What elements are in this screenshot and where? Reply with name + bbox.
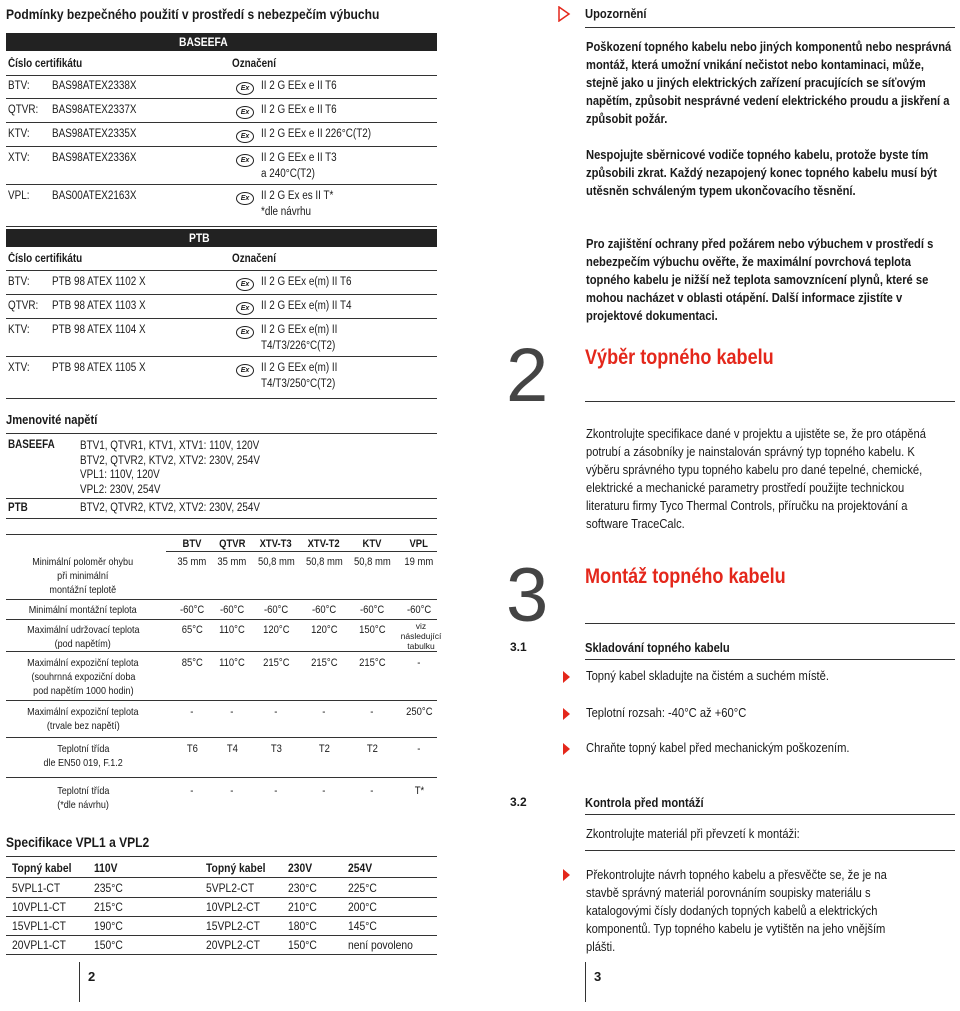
table-cell: 225°C <box>348 881 377 895</box>
column-header: BTV <box>182 538 202 550</box>
table-cell: 110°C <box>219 624 245 636</box>
table-cell: - <box>230 785 234 797</box>
cert-marking: II 2 G EEx e(m) II T6 <box>261 276 352 288</box>
divider <box>6 318 437 319</box>
cert-number: PTB 98 ATEX 1102 X <box>52 276 146 288</box>
ex-icon: Ex <box>236 82 254 95</box>
cert-marking: II 2 G Ex es II T* <box>261 190 334 202</box>
ex-icon: Ex <box>236 302 254 315</box>
divider <box>6 897 437 898</box>
table-cell: 150°C <box>94 938 123 952</box>
table-cell: 120°C <box>262 624 290 636</box>
row-label: (trvale bez napětí) <box>46 720 120 732</box>
divider <box>6 356 437 357</box>
divider <box>6 184 437 185</box>
table-cell: 215°C <box>310 657 338 669</box>
divider <box>6 700 437 701</box>
bullet-item: Chraňte topný kabel před mechanickým poškozením. <box>586 740 850 755</box>
table-cell: 215°C <box>262 657 290 669</box>
row-label: dle EN50 019, F.1.2 <box>43 757 123 769</box>
subsection-3-2-bullet: Překontrolujte návrh topného kabelu a přesvěčte se, že je na stavbě správný materiál porovnáním soupisky materiálu s katalogovými čísly dodaných topných kabelů a elektrických komponentů. Typ topného kabelu je vytištěn na jeho vnějším plášti. <box>586 867 887 954</box>
table-cell: - <box>322 706 326 718</box>
table-cell: 235°C <box>94 881 123 895</box>
divider <box>6 122 437 123</box>
cert-number: PTB 98 ATEX 1105 X <box>52 362 146 374</box>
row-label: (*dle návrhu) <box>57 799 109 811</box>
row-label: (souhrnná expoziční doba <box>31 671 135 683</box>
bullet-item: Teplotní rozsah: -40°C až +60°C <box>586 705 747 720</box>
table-cell: -60°C <box>263 604 289 616</box>
row-label: Teplotní třída <box>56 785 110 797</box>
table-cell: 35 mm <box>177 556 207 568</box>
table-cell: 215°C <box>94 900 123 914</box>
divider <box>6 599 437 600</box>
page-number-right: 3 <box>594 969 602 984</box>
divider <box>6 270 437 271</box>
page-number-left: 2 <box>88 969 96 984</box>
column-header: KTV <box>362 538 382 550</box>
cert-number: BAS98ATEX2336X <box>52 152 137 164</box>
voltage-title: Jmenovité napětí <box>6 412 98 427</box>
warning-title: Upozornění <box>585 6 647 21</box>
row-label: montážní teplotě <box>49 584 117 596</box>
table-cell: 145°C <box>348 919 377 933</box>
section-title-2: Výběr topného kabelu <box>585 346 774 369</box>
divider <box>6 651 437 652</box>
divider <box>585 659 955 660</box>
cert-number: BAS98ATEX2338X <box>52 80 137 92</box>
subsection-3-2-number: 3.2 <box>510 795 527 809</box>
ex-icon: Ex <box>236 130 254 143</box>
section-title-3: Montáž topného kabelu <box>585 565 786 588</box>
table-cell: T4 <box>226 743 238 755</box>
divider <box>6 916 437 917</box>
divider <box>6 954 437 955</box>
bullet-arrow-icon <box>563 869 570 881</box>
table-cell: 15VPL2-CT <box>206 919 260 933</box>
cert-type: QTVR: <box>8 300 39 312</box>
page-number-rule <box>79 962 80 1002</box>
subsection-3-2-title: Kontrola před montáží <box>585 795 704 810</box>
subsection-3-1-title: Skladování topného kabelu <box>585 640 730 655</box>
table-cell: 5VPL2-CT <box>206 881 255 895</box>
section-number-2: 2 <box>506 333 549 418</box>
cert-type: BTV: <box>8 80 30 92</box>
cert-marking-cont: T4/T3/226°C(T2) <box>261 340 336 352</box>
page-title: Podmínky bezpečného použití v prostředí s nebezpečím výbuchu <box>6 6 380 22</box>
bullet-arrow-icon <box>563 708 570 720</box>
divider <box>166 551 437 552</box>
table-cell: - <box>230 706 234 718</box>
column-header: VPL <box>409 538 429 550</box>
table-cell: 180°C <box>288 919 317 933</box>
table-cell: -60°C <box>179 604 205 616</box>
table-cell: - <box>274 785 278 797</box>
table-cell: 110°C <box>219 657 245 669</box>
table-cell: 85°C <box>181 657 203 669</box>
divider <box>6 877 437 878</box>
cert-marking-cont: *dle návrhu <box>261 206 312 218</box>
cert-marking-cont: T4/T3/250°C(T2) <box>261 378 336 390</box>
subsection-3-1-number: 3.1 <box>510 640 527 654</box>
row-label: Minimální montážní teplota <box>29 604 137 616</box>
voltage-ptb-line: BTV2, QTVR2, KTV2, XTV2: 230V, 254V <box>80 502 260 514</box>
baseefa-bar: BASEEFA <box>6 33 437 51</box>
table-cell: - <box>370 785 374 797</box>
table-cell: - <box>370 706 374 718</box>
table-cell: 150°C <box>288 938 317 952</box>
table-cell: 20VPL1-CT <box>12 938 66 952</box>
cert-number: PTB 98 ATEX 1103 X <box>52 300 146 312</box>
warning-para-2: Nespojujte sběrnicové vodiče topného kabelu, protože byste tím způsobili zkrat. Každý nezapojený konec topného kabelu musí být utěsněn schváleným typem ukončovacího těsnění. <box>586 147 938 198</box>
row-label: pod napětím 1000 hodin) <box>32 685 134 697</box>
divider <box>585 27 955 28</box>
table-cell: 20VPL2-CT <box>206 938 260 952</box>
table-cell: - <box>274 706 278 718</box>
warning-para-1: Poškození topného kabelu nebo jiných komponentů nebo nesprávná montáž, která umožní vnikání nečistot nebo kontaminaci, může, stejně jako u jiných elektrických zařízení pracujících se síťovým napětím, způsobit nesprávné vedení elektrického proudu a jiskření a způsobit požár. <box>586 39 952 126</box>
cert-marking: II 2 G EEx e II T6 <box>261 80 337 92</box>
cert-number: BAS98ATEX2335X <box>52 128 137 140</box>
column-header: Topný kabel <box>12 861 72 875</box>
cert-marking-cont: a 240°C(T2) <box>261 168 315 180</box>
table-cell: 65°C <box>181 624 203 636</box>
table-cell: 215°C <box>358 657 386 669</box>
column-header: 254V <box>348 861 373 875</box>
table-cell: T6 <box>186 743 198 755</box>
table-cell: T2 <box>318 743 330 755</box>
table-cell: 10VPL2-CT <box>206 900 260 914</box>
column-header: QTVR <box>218 538 246 550</box>
column-header: XTV-T2 <box>307 538 341 550</box>
cert-number: BAS00ATEX2163X <box>52 190 137 202</box>
divider <box>585 814 955 815</box>
voltage-baseefa-label: BASEEFA <box>8 439 55 451</box>
ex-icon: Ex <box>236 192 254 205</box>
table-cell: -60°C <box>219 604 245 616</box>
table-cell: - <box>417 743 421 755</box>
ptb-bar: PTB <box>6 229 437 247</box>
cert-number: PTB 98 ATEX 1104 X <box>52 324 146 336</box>
table-cell: 35 mm <box>217 556 247 568</box>
table-cell: T* <box>414 785 424 797</box>
divider <box>6 777 437 778</box>
divider <box>6 433 437 434</box>
subsection-3-2-intro: Zkontrolujte materiál při převzetí k montáži: <box>586 826 800 841</box>
warning-para-3: Pro zajištění ochrany před požárem nebo výbuchem v prostředí s nebezpečím výbuchu ověřte, že maximální povrchová teplota topného kabelu je nižší než teplota samovznícení plynů, které se mohou nacházet v oblasti otápění. Další informace zjistíte v projektové dokumentaci. <box>586 236 934 323</box>
table-cell: 200°C <box>348 900 377 914</box>
table-cell: 230°C <box>288 881 317 895</box>
table-cell: 10VPL1-CT <box>12 900 66 914</box>
divider <box>6 935 437 936</box>
table-cell: 150°C <box>358 624 386 636</box>
cert-type: KTV: <box>8 128 30 140</box>
ex-icon: Ex <box>236 278 254 291</box>
divider <box>6 534 437 535</box>
table-cell: - <box>417 657 421 669</box>
cert-type: VPL: <box>8 190 30 202</box>
vpl-title: Specifikace VPL1 a VPL2 <box>6 834 150 850</box>
cert-marking: II 2 G EEx e II T6 <box>261 104 337 116</box>
divider <box>6 619 437 620</box>
ex-icon: Ex <box>236 154 254 167</box>
cert-marking: II 2 G EEx e II T3 <box>261 152 337 164</box>
cert-type: XTV: <box>8 152 30 164</box>
table-cell: T3 <box>270 743 282 755</box>
table-cell: viz následující tabulku <box>400 621 442 651</box>
table-cell: - <box>322 785 326 797</box>
row-label: Maximální expoziční teplota <box>27 657 139 669</box>
table-cell: 50,8 mm <box>353 556 391 568</box>
table-cell: 120°C <box>310 624 338 636</box>
row-label: Minimální poloměr ohybu <box>32 556 134 568</box>
divider <box>585 401 955 402</box>
table-cell: 250°C <box>405 706 433 718</box>
table-cell: 50,8 mm <box>257 556 295 568</box>
bullet-item: Topný kabel skladujte na čistém a suchém místě. <box>586 668 829 683</box>
cert-marking: II 2 G EEx e(m) II T4 <box>261 300 352 312</box>
table-cell: 19 mm <box>404 556 434 568</box>
divider <box>6 518 437 519</box>
divider <box>6 226 437 227</box>
divider <box>6 294 437 295</box>
cert-type: KTV: <box>8 324 30 336</box>
ex-icon: Ex <box>236 326 254 339</box>
divider <box>6 856 437 857</box>
row-label: Teplotní třída <box>56 743 110 755</box>
divider <box>6 498 437 499</box>
table-cell: T2 <box>366 743 378 755</box>
bullet-arrow-icon <box>563 671 570 683</box>
cert-marking: II 2 G EEx e(m) II <box>261 324 338 336</box>
ex-icon: Ex <box>236 106 254 119</box>
table-cell: 190°C <box>94 919 123 933</box>
ex-icon: Ex <box>236 364 254 377</box>
column-header: 230V <box>288 861 313 875</box>
table-cell: 15VPL1-CT <box>12 919 66 933</box>
section-number-3: 3 <box>506 553 549 638</box>
divider <box>6 146 437 147</box>
column-header: 110V <box>94 861 118 875</box>
section-2-text: Zkontrolujte specifikace dané v projektu a ujistěte se, že pro otápěná potrubí a zásobníky je nainstalován správný typ topného kabelu. K výběru správného typu topného kabelu pro dané tepelné, chemické, elektrické a mechanické parametry prostředí použijte technickou literaturu firmy Tyco Thermal Controls, příručku na projektování a software TraceCalc. <box>586 426 926 531</box>
divider <box>585 623 955 624</box>
cert-marking: II 2 G EEx e II 226°C(T2) <box>261 128 372 140</box>
table-cell: -60°C <box>406 604 432 616</box>
warning-icon <box>557 6 571 25</box>
column-header: Topný kabel <box>206 861 266 875</box>
table-cell: -60°C <box>359 604 385 616</box>
divider <box>6 98 437 99</box>
row-label: Maximální expoziční teplota <box>27 706 139 718</box>
table-cell: 5VPL1-CT <box>12 881 61 895</box>
baseefa-col-cert: Číslo certifikátu <box>8 58 83 70</box>
bullet-arrow-icon <box>563 743 570 755</box>
table-cell: 210°C <box>288 900 317 914</box>
divider <box>6 75 437 76</box>
row-label: při minimální <box>57 570 109 582</box>
divider <box>6 737 437 738</box>
table-cell: - <box>190 785 194 797</box>
divider <box>6 398 437 399</box>
divider <box>585 850 955 851</box>
cert-type: QTVR: <box>8 104 39 116</box>
table-cell: není povoleno <box>348 938 413 952</box>
column-header: XTV-T3 <box>259 538 293 550</box>
cert-type: XTV: <box>8 362 30 374</box>
table-cell: -60°C <box>311 604 337 616</box>
table-cell: - <box>190 706 194 718</box>
row-label: (pod napětím) <box>54 638 112 650</box>
row-label: Maximální udržovací teplota <box>26 624 140 636</box>
cert-type: BTV: <box>8 276 30 288</box>
ptb-col-cert: Číslo certifikátu <box>8 253 83 265</box>
baseefa-col-mark: Označení <box>232 58 276 70</box>
cert-marking: II 2 G EEx e(m) II <box>261 362 338 374</box>
voltage-ptb-label: PTB <box>8 502 28 514</box>
table-cell: 50,8 mm <box>305 556 343 568</box>
ptb-col-mark: Označení <box>232 253 276 265</box>
cert-number: BAS98ATEX2337X <box>52 104 137 116</box>
page-number-rule <box>585 962 586 1002</box>
voltage-baseefa-lines: BTV1, QTVR1, KTV1, XTV1: 110V, 120V BTV2, QTVR2, KTV2, XTV2: 230V, 254V VPL1: 110V, 120V VPL2: 230V, 254V <box>80 440 260 496</box>
